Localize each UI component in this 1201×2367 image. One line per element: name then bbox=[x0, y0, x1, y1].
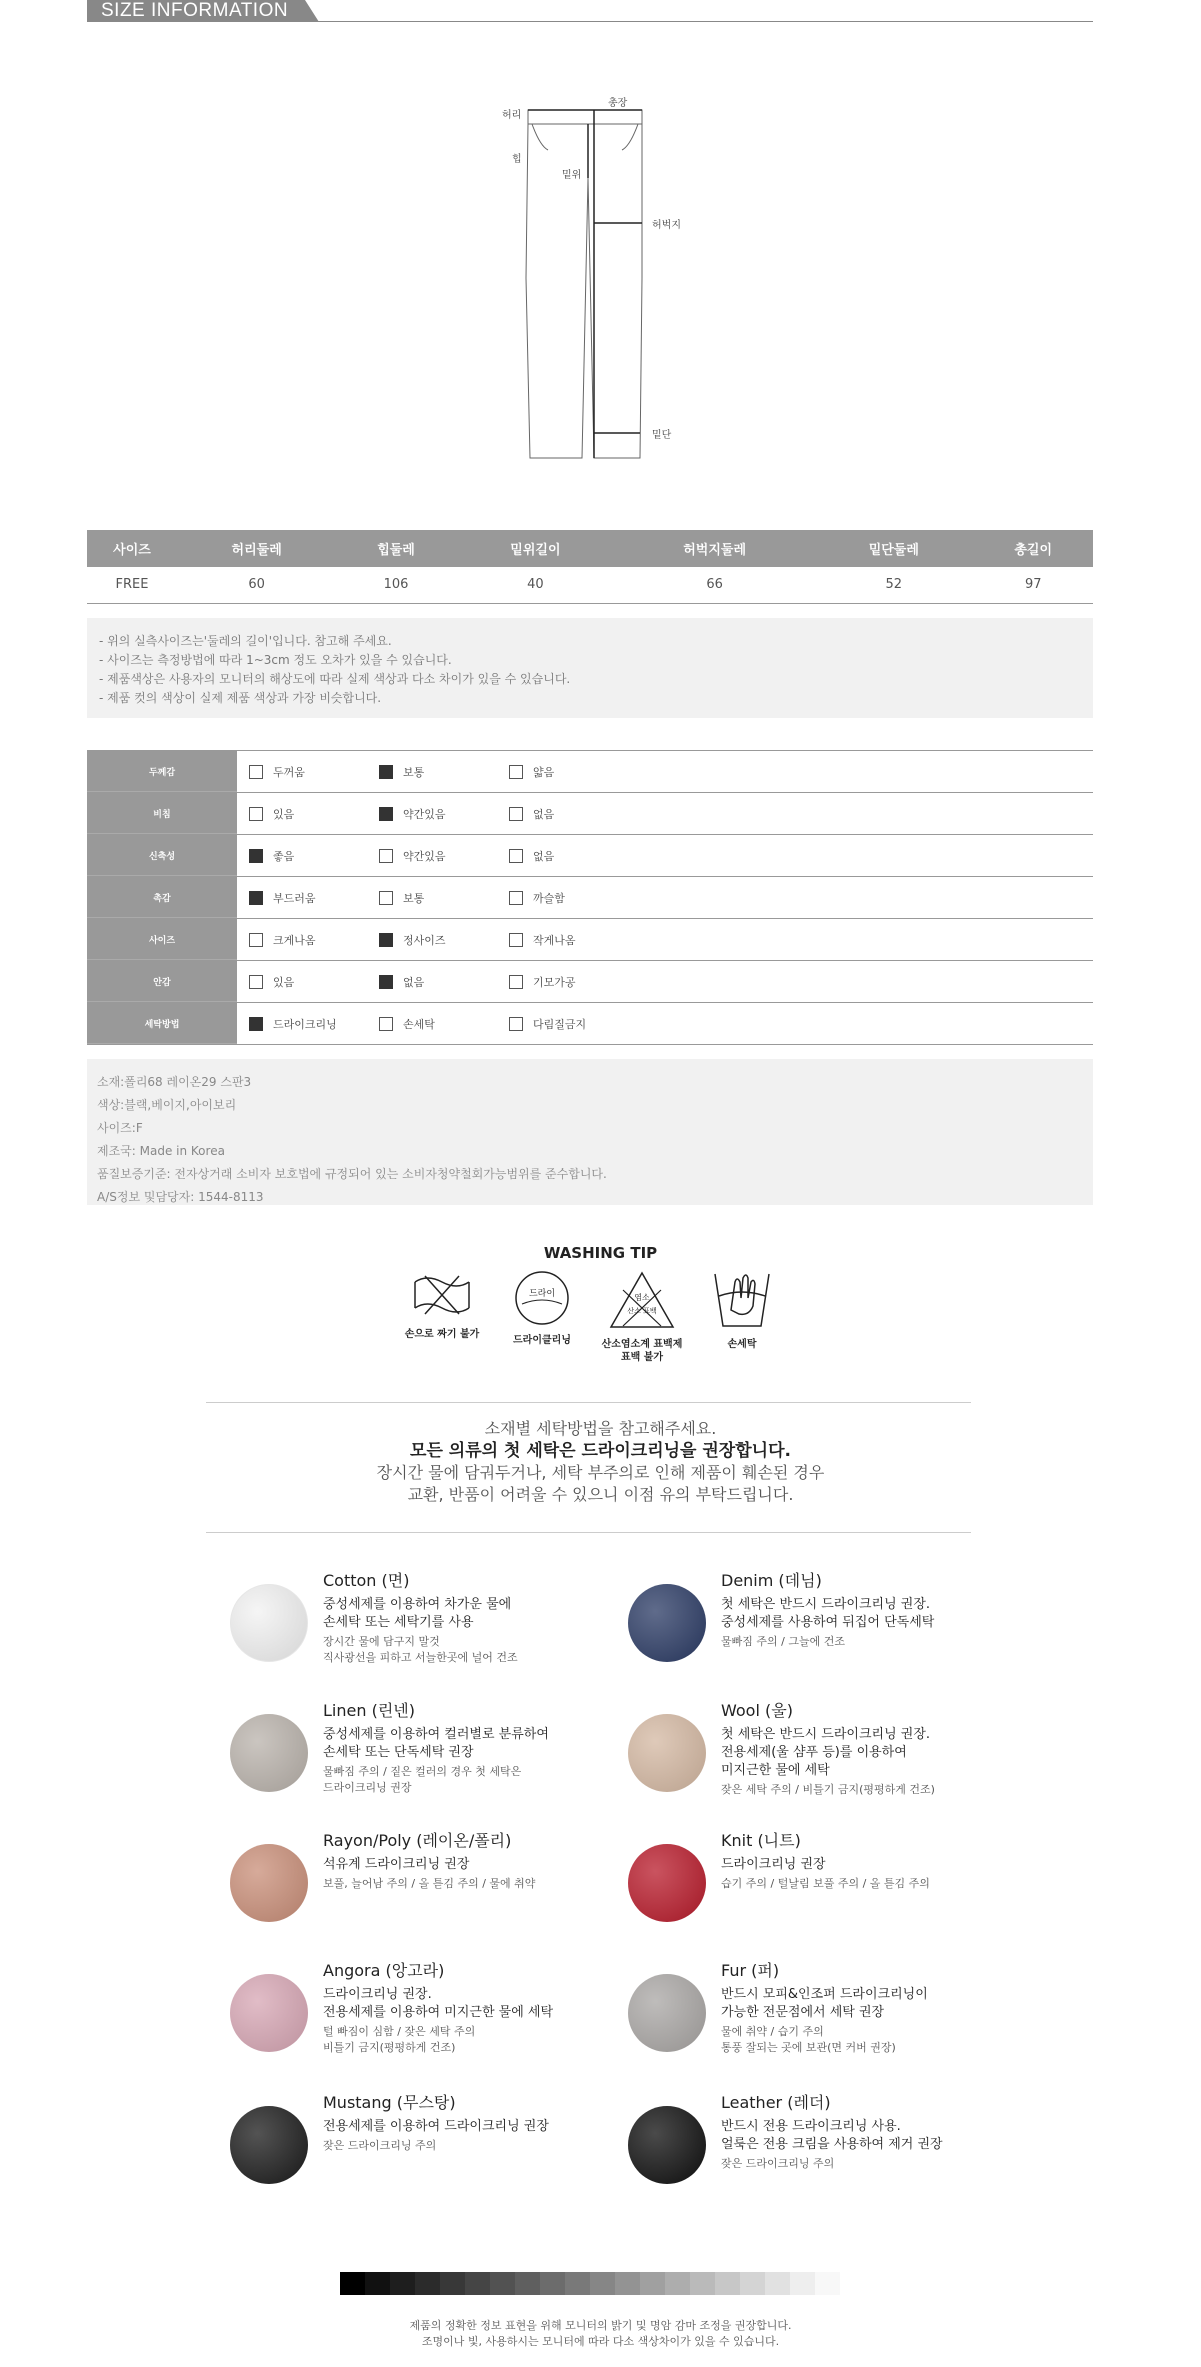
checked-box-icon bbox=[249, 1017, 263, 1031]
material-note: 물빠짐 주의 / 짙은 컬러의 경우 첫 세탁은 bbox=[323, 1765, 522, 1778]
gray-swatch bbox=[440, 2272, 465, 2295]
unchecked-box-icon bbox=[509, 849, 523, 863]
feature-row bbox=[87, 961, 1093, 1003]
material-item bbox=[230, 2092, 650, 2202]
feature-row bbox=[87, 919, 1093, 961]
feature-option bbox=[509, 877, 565, 919]
dry-clean-icon bbox=[492, 1270, 592, 1347]
material-desc: 중성세제를 사용하여 뒤집어 단독세탁 bbox=[721, 1615, 935, 1630]
feature-label: 촉감 bbox=[87, 877, 237, 918]
material-swatch bbox=[628, 2106, 706, 2184]
chlorine-text: 염소 bbox=[634, 1293, 650, 1302]
option-label: 약간있음 bbox=[403, 808, 446, 821]
material-note: 물빠짐 주의 / 그늘에 건조 bbox=[721, 1635, 845, 1648]
material-note: 보풀, 늘어남 주의 / 올 튿김 주의 / 물에 취약 bbox=[323, 1877, 536, 1890]
unchecked-box-icon bbox=[379, 1017, 393, 1031]
note-line: - 위의 실측사이즈는'둘레의 길이'입니다. 참고해 주세요. bbox=[99, 634, 392, 648]
option-label: 좋음 bbox=[273, 850, 295, 863]
divider bbox=[206, 1402, 971, 1403]
material-item bbox=[628, 1960, 1048, 2070]
gray-swatch bbox=[415, 2272, 440, 2295]
feature-option bbox=[379, 877, 424, 919]
info-line: 색상:블랙,베이지,아이보리 bbox=[97, 1098, 237, 1112]
col-rise: 밑위길이 bbox=[456, 530, 615, 567]
col-thigh: 허벅지둘레 bbox=[615, 530, 814, 567]
icon-label-2: 표백 불가 bbox=[620, 1352, 664, 1363]
material-desc: 드라이크리닝 권장. bbox=[323, 1987, 432, 2002]
material-note: 털 빠짐이 심함 / 잦은 세탁 주의 bbox=[323, 2025, 476, 2038]
gray-swatch bbox=[765, 2272, 790, 2295]
note-line: - 제품 컷의 색상이 실제 제품 색상과 가장 비슷합니다. bbox=[99, 691, 382, 705]
size-table-header bbox=[87, 530, 1093, 567]
option-label: 부드러움 bbox=[273, 892, 316, 905]
footer-line: 조명이나 빛, 사용하시는 모니터에 따라 다소 색상차이가 있을 수 있습니다. bbox=[421, 2335, 780, 2348]
unchecked-box-icon bbox=[509, 1017, 523, 1031]
gray-swatch bbox=[465, 2272, 490, 2295]
material-desc: 첫 세탁은 반드시 드라이크리닝 권장. bbox=[721, 1727, 931, 1742]
feature-label: 안감 bbox=[87, 961, 237, 1002]
label-thigh: 허벅지 bbox=[652, 220, 681, 231]
unchecked-box-icon bbox=[249, 933, 263, 947]
material-swatch bbox=[230, 1844, 308, 1922]
option-label: 보통 bbox=[403, 892, 425, 905]
material-desc: 얼룩은 전용 크림을 사용하여 제거 권장 bbox=[721, 2137, 943, 2152]
no-bleach-icon bbox=[592, 1270, 692, 1364]
pants-outline-icon bbox=[490, 88, 710, 468]
checked-box-icon bbox=[249, 849, 263, 863]
message-line: 소재별 세탁방법을 참고해주세요. bbox=[484, 1419, 717, 1438]
material-item bbox=[628, 1700, 1048, 1810]
material-swatch bbox=[628, 1584, 706, 1662]
washing-tip-title: WASHING TIP bbox=[543, 1244, 658, 1262]
material-name: Mustang (무스탕) bbox=[323, 2093, 456, 2112]
gray-swatch bbox=[615, 2272, 640, 2295]
checked-box-icon bbox=[249, 891, 263, 905]
pants-diagram bbox=[490, 88, 710, 468]
icon-label: 드라이클리닝 bbox=[513, 1335, 571, 1346]
gray-swatch bbox=[365, 2272, 390, 2295]
feature-label: 신축성 bbox=[87, 835, 237, 876]
material-item bbox=[230, 1700, 650, 1810]
feature-option bbox=[249, 961, 294, 1003]
dry-text: 드라이 bbox=[528, 1289, 556, 1299]
option-label: 크게나옴 bbox=[273, 934, 316, 947]
material-swatch bbox=[628, 1714, 706, 1792]
option-label: 보통 bbox=[403, 766, 425, 779]
feature-label: 비침 bbox=[87, 793, 237, 834]
note-line: - 제품색상은 사용자의 모니터의 해상도에 따라 실제 색상과 다소 차이가 있을 수 있습니다. bbox=[99, 672, 571, 686]
checked-box-icon bbox=[379, 807, 393, 821]
material-note: 직사광선을 피하고 서늘한곳에 널어 건조 bbox=[323, 1651, 518, 1664]
label-length: 총장 bbox=[608, 98, 628, 109]
option-label: 까슬함 bbox=[533, 892, 565, 905]
gray-swatch bbox=[715, 2272, 740, 2295]
material-desc: 가능한 전문점에서 세탁 권장 bbox=[721, 2005, 885, 2020]
unchecked-box-icon bbox=[509, 891, 523, 905]
unchecked-box-icon bbox=[509, 807, 523, 821]
label-waist: 허리 bbox=[502, 110, 522, 121]
gray-swatch bbox=[340, 2272, 365, 2295]
material-swatch bbox=[230, 2106, 308, 2184]
feature-table bbox=[87, 750, 1093, 1045]
gray-swatch bbox=[490, 2272, 515, 2295]
material-name: Linen (린넨) bbox=[323, 1701, 415, 1720]
feature-option bbox=[249, 877, 316, 919]
care-message bbox=[0, 1418, 1201, 1506]
material-swatch bbox=[628, 1974, 706, 2052]
cell: 52 bbox=[814, 567, 973, 603]
cell: FREE bbox=[87, 567, 177, 603]
unchecked-box-icon bbox=[509, 975, 523, 989]
cell: 97 bbox=[973, 567, 1093, 603]
icon-label: 손으로 짜기 불가 bbox=[404, 1329, 480, 1340]
cell: 66 bbox=[615, 567, 814, 603]
material-name: Denim (데님) bbox=[721, 1571, 822, 1590]
label-hip: 힙 bbox=[512, 154, 522, 165]
material-desc: 첫 세탁은 반드시 드라이크리닝 권장. bbox=[721, 1597, 931, 1612]
option-label: 손세탁 bbox=[403, 1018, 435, 1031]
feature-option bbox=[509, 835, 554, 877]
col-waist: 허리둘레 bbox=[177, 530, 336, 567]
unchecked-box-icon bbox=[249, 765, 263, 779]
label-rise: 밑위 bbox=[562, 170, 582, 181]
option-label: 다림질금지 bbox=[533, 1018, 587, 1031]
size-notes bbox=[87, 618, 1093, 718]
unchecked-box-icon bbox=[379, 891, 393, 905]
material-note: 잦은 드라이크리닝 주의 bbox=[323, 2139, 437, 2152]
gray-swatch bbox=[515, 2272, 540, 2295]
option-label: 두꺼움 bbox=[273, 766, 305, 779]
gray-swatch bbox=[590, 2272, 615, 2295]
option-label: 작게나옴 bbox=[533, 934, 576, 947]
material-desc: 드라이크리닝 권장 bbox=[721, 1857, 826, 1872]
material-item bbox=[628, 1830, 1048, 1940]
product-info bbox=[87, 1059, 1093, 1205]
label-hem: 밑단 bbox=[652, 430, 672, 441]
feature-option bbox=[379, 793, 446, 835]
material-desc: 손세탁 또는 단독세탁 권장 bbox=[323, 1745, 474, 1760]
option-label: 기모가공 bbox=[533, 976, 576, 989]
gray-swatch bbox=[790, 2272, 815, 2295]
material-note: 잦은 세탁 주의 / 비틀기 금지(평평하게 건조) bbox=[721, 1783, 935, 1796]
col-size: 사이즈 bbox=[87, 530, 177, 567]
material-note: 통풍 잘되는 곳에 보관(면 커버 권장) bbox=[721, 2041, 896, 2054]
option-label: 없음 bbox=[533, 808, 555, 821]
cell: 60 bbox=[177, 567, 336, 603]
info-line: 소재:폴리68 레이온29 스판3 bbox=[97, 1075, 252, 1089]
option-label: 약간있음 bbox=[403, 850, 446, 863]
gray-swatch bbox=[690, 2272, 715, 2295]
material-swatch bbox=[628, 1844, 706, 1922]
feature-option bbox=[379, 961, 424, 1003]
message-line: 교환, 반품이 어려울 수 있으니 이점 유의 부탁드립니다. bbox=[407, 1485, 794, 1504]
icon-label: 손세탁 bbox=[727, 1339, 757, 1350]
material-name: Angora (앙고라) bbox=[323, 1961, 445, 1980]
option-label: 얇음 bbox=[533, 766, 555, 779]
material-desc: 반드시 모피&인조퍼 드라이크리닝이 bbox=[721, 1987, 928, 2002]
option-label: 없음 bbox=[533, 850, 555, 863]
unchecked-box-icon bbox=[379, 849, 393, 863]
section-title: SIZE INFORMATION bbox=[87, 0, 305, 22]
feature-row bbox=[87, 1003, 1093, 1045]
feature-option bbox=[249, 919, 316, 961]
material-name: Wool (울) bbox=[721, 1701, 793, 1720]
feature-option bbox=[379, 751, 424, 793]
material-desc: 반드시 전용 드라이크리닝 사용. bbox=[721, 2119, 901, 2134]
feature-option bbox=[509, 961, 576, 1003]
message-emphasis: 모든 의류의 첫 세탁은 드라이크리닝을 권장합니다. bbox=[410, 1441, 791, 1461]
material-swatch bbox=[230, 1714, 308, 1792]
material-name: Cotton (면) bbox=[323, 1571, 410, 1590]
material-note: 드라이크리닝 권장 bbox=[323, 1781, 412, 1794]
checked-box-icon bbox=[379, 975, 393, 989]
checked-box-icon bbox=[379, 765, 393, 779]
material-note: 장시간 물에 담구지 말것 bbox=[323, 1635, 440, 1648]
gray-swatch bbox=[665, 2272, 690, 2295]
material-desc: 전용세제(울 샴푸 등)를 이용하여 bbox=[721, 1745, 907, 1760]
material-item bbox=[628, 1570, 1048, 1680]
unchecked-box-icon bbox=[509, 765, 523, 779]
col-length: 총길이 bbox=[973, 530, 1093, 567]
feature-row bbox=[87, 793, 1093, 835]
unchecked-box-icon bbox=[249, 975, 263, 989]
material-swatch bbox=[230, 1974, 308, 2052]
material-desc: 전용세제를 이용하여 미지근한 물에 세탁 bbox=[323, 2005, 554, 2020]
feature-option bbox=[379, 1003, 435, 1045]
feature-option bbox=[249, 1003, 337, 1045]
material-item bbox=[230, 1830, 650, 1940]
gray-swatch bbox=[740, 2272, 765, 2295]
gray-swatch bbox=[815, 2272, 840, 2295]
col-hip: 힙둘레 bbox=[336, 530, 456, 567]
feature-option bbox=[509, 1003, 586, 1045]
gray-swatch bbox=[565, 2272, 590, 2295]
hand-wash-icon bbox=[692, 1270, 792, 1351]
option-label: 정사이즈 bbox=[403, 934, 446, 947]
info-line: 품질보증기준: 전자상거래 소비자 보호법에 규정되어 있는 소비자청약철회가능범위를 준수합니다. bbox=[97, 1167, 607, 1181]
feature-label: 세탁방법 bbox=[87, 1003, 237, 1044]
feature-option bbox=[249, 751, 305, 793]
feature-option bbox=[379, 835, 446, 877]
no-wring-icon bbox=[392, 1270, 492, 1341]
message-line: 장시간 물에 담궈두거나, 세탁 부주의로 인해 제품이 훼손된 경우 bbox=[376, 1463, 825, 1482]
oxygen-text: 산소 표백 bbox=[627, 1307, 657, 1315]
footer-line: 제품의 정확한 정보 표현을 위해 모니터의 밝기 및 명암 감마 조정을 권장합니다. bbox=[409, 2319, 792, 2332]
material-item bbox=[230, 1960, 650, 2070]
size-info-header bbox=[87, 0, 1093, 22]
feature-option bbox=[509, 751, 554, 793]
material-desc: 중성세제를 이용하여 컬러별로 분류하여 bbox=[323, 1727, 549, 1742]
material-name: Leather (레더) bbox=[721, 2093, 831, 2112]
grayscale-bar bbox=[340, 2272, 840, 2295]
col-hem: 밑단둘레 bbox=[814, 530, 973, 567]
option-label: 없음 bbox=[403, 976, 425, 989]
divider bbox=[206, 1532, 971, 1533]
material-desc: 중성세제를 이용하여 차가운 물에 bbox=[323, 1597, 512, 1612]
feature-option bbox=[249, 835, 294, 877]
feature-row bbox=[87, 835, 1093, 877]
material-note: 잦은 드라이크리닝 주의 bbox=[721, 2157, 835, 2170]
cell: 40 bbox=[456, 567, 615, 603]
material-desc: 석유계 드라이크리닝 권장 bbox=[323, 1857, 470, 1872]
footer-note bbox=[0, 2318, 1201, 2350]
material-note: 습기 주의 / 털날림 보풀 주의 / 올 튿김 주의 bbox=[721, 1877, 930, 1890]
cell: 106 bbox=[336, 567, 456, 603]
option-label: 있음 bbox=[273, 976, 295, 989]
feature-option bbox=[509, 919, 576, 961]
info-line: A/S정보 및담당자: 1544-8113 bbox=[97, 1190, 264, 1204]
feature-option bbox=[379, 919, 446, 961]
material-name: Knit (니트) bbox=[721, 1831, 801, 1850]
gray-swatch bbox=[540, 2272, 565, 2295]
feature-option bbox=[249, 793, 294, 835]
gray-swatch bbox=[640, 2272, 665, 2295]
info-line: 사이즈:F bbox=[97, 1121, 143, 1135]
feature-option bbox=[509, 793, 554, 835]
material-desc: 전용세제를 이용하여 드라이크리닝 권장 bbox=[323, 2119, 549, 2134]
gray-swatch bbox=[390, 2272, 415, 2295]
material-item bbox=[230, 1570, 650, 1680]
material-swatch bbox=[230, 1584, 308, 1662]
icon-label: 산소염소계 표백제 bbox=[601, 1339, 683, 1350]
option-label: 있음 bbox=[273, 808, 295, 821]
info-line: 제조국: Made in Korea bbox=[97, 1144, 225, 1158]
feature-row bbox=[87, 751, 1093, 793]
option-label: 드라이크리닝 bbox=[273, 1018, 337, 1031]
material-desc: 미지근한 물에 세탁 bbox=[721, 1763, 830, 1778]
feature-label: 사이즈 bbox=[87, 919, 237, 960]
feature-row bbox=[87, 877, 1093, 919]
size-table bbox=[87, 530, 1093, 604]
unchecked-box-icon bbox=[249, 807, 263, 821]
feature-label: 두께감 bbox=[87, 751, 237, 792]
unchecked-box-icon bbox=[509, 933, 523, 947]
material-note: 비틀기 금지(평평하게 건조) bbox=[323, 2041, 456, 2054]
checked-box-icon bbox=[379, 933, 393, 947]
material-name: Rayon/Poly (레이온/폴리) bbox=[323, 1831, 512, 1850]
material-desc: 손세탁 또는 세탁기를 사용 bbox=[323, 1615, 474, 1630]
material-name: Fur (퍼) bbox=[721, 1961, 780, 1980]
material-item bbox=[628, 2092, 1048, 2202]
table-row bbox=[87, 567, 1093, 603]
material-note: 물에 취약 / 습기 주의 bbox=[721, 2025, 824, 2038]
note-line: - 사이즈는 측정방법에 따라 1~3cm 정도 오차가 있을 수 있습니다. bbox=[99, 653, 452, 667]
